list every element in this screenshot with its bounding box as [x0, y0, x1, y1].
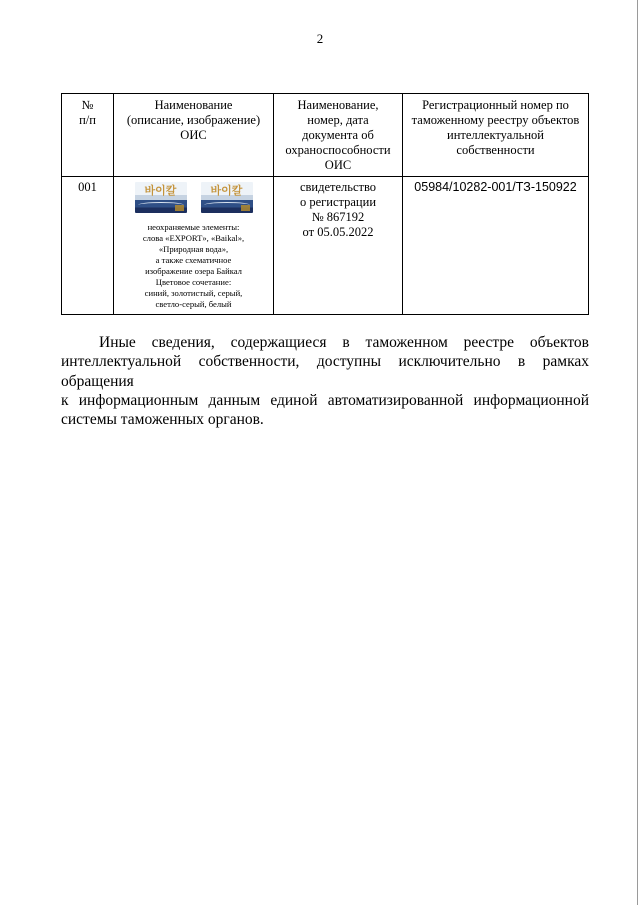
header-line: документа об: [302, 128, 374, 142]
logo-text: 바이칼: [144, 184, 177, 197]
description-line: светло-серый, белый: [155, 299, 232, 309]
trademark-images: [118, 182, 269, 213]
table-row: [62, 177, 589, 315]
header-document: [274, 94, 403, 177]
info-paragraph: [61, 333, 589, 429]
document-line: о регистрации: [299, 195, 377, 209]
trademark-description: [118, 222, 269, 310]
document-line: от 05.05.2022: [302, 225, 374, 239]
description-line: неохраняемые элементы:: [147, 222, 240, 232]
header-line: ОИС: [324, 158, 352, 172]
header-line: таможенному реестру объектов: [411, 113, 580, 127]
page-edge: [637, 0, 638, 905]
description-line: изображение озера Байкал: [145, 266, 242, 276]
page-number: 2: [316, 31, 324, 46]
header-line: ОИС: [180, 128, 207, 142]
header-line: №: [81, 98, 94, 112]
header-line: п/п: [79, 113, 96, 127]
header-line: Наименование: [154, 98, 233, 112]
logo-mark: [241, 205, 250, 211]
table-header-row: [62, 94, 589, 177]
header-name: [114, 94, 274, 177]
header-line: Наименование,: [297, 98, 379, 112]
ois-table: [61, 93, 589, 315]
header-line: Регистрационный номер по: [422, 98, 569, 112]
description-line: слова «EXPORT», «Baikal»,: [142, 233, 245, 243]
paragraph-line: системы таможенных органов.: [61, 411, 264, 429]
header-number: [62, 94, 114, 177]
logo-mark: [175, 205, 184, 211]
description-line: «Природная вода»,: [158, 244, 229, 254]
row-registration-number: 05984/10282-001/ТЗ-150922: [403, 177, 589, 315]
description-line: а также схематичное: [155, 255, 232, 265]
description-line: синий, золотистый, серый,: [144, 288, 243, 298]
row-ois-description: [114, 177, 274, 315]
trademark-logo-image: [135, 182, 187, 213]
paragraph-line: к информационным данным единой автоматизированной информационной: [61, 391, 589, 409]
row-number: 001: [62, 177, 114, 315]
trademark-logo-image: [201, 182, 253, 213]
document-line: свидетельство: [299, 180, 377, 194]
header-line: номер, дата: [307, 113, 369, 127]
paragraph-line: интеллектуальной собственности, доступны исключительно в рамках обращения: [61, 353, 589, 390]
header-line: интеллектуальной собственности: [447, 128, 544, 157]
header-registration: [403, 94, 589, 177]
header-line: (описание, изображение): [126, 113, 261, 127]
description-line: Цветовое сочетание:: [155, 277, 232, 287]
paragraph-line: Иные сведения, содержащиеся в таможенном реестре объектов: [99, 334, 589, 351]
document-line: № 867192: [311, 210, 365, 224]
logo-text: 바이칼: [210, 184, 243, 197]
header-line: охраноспособности: [285, 143, 391, 157]
row-document: [274, 177, 403, 315]
